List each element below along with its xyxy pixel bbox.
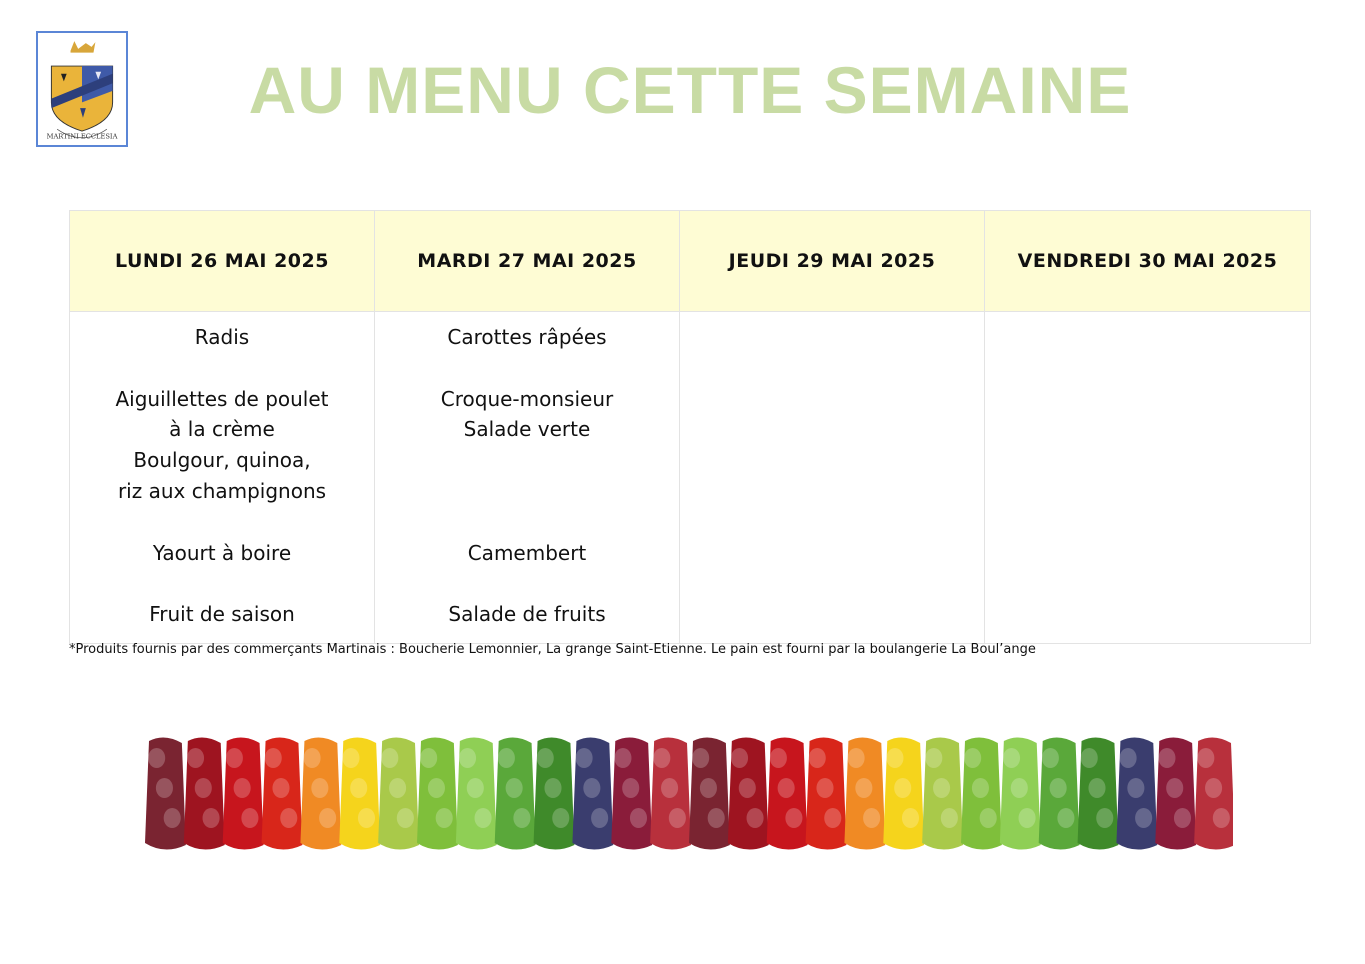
day-header: JEUDI 29 MAI 2025 — [680, 211, 985, 312]
main-dish: Croque-monsieur — [440, 386, 614, 411]
day-header-row — [70, 211, 1311, 312]
starter: Radis — [194, 325, 250, 349]
day-header: LUNDI 26 MAI 2025 — [70, 211, 375, 312]
main-dish: Aiguillettes de poulet — [115, 386, 329, 411]
day-cell-lundi — [70, 312, 375, 644]
starter: Carottes râpées — [447, 325, 607, 349]
page-title: AU MENU CETTE SEMAINE — [248, 53, 1132, 127]
day-cell-vendredi — [985, 312, 1311, 644]
dairy: Yaourt à boire — [152, 540, 292, 565]
day-header: VENDREDI 30 MAI 2025 — [985, 211, 1311, 312]
weekly-menu-table — [69, 210, 1311, 644]
side-dish: Boulgour, quinoa, — [133, 448, 311, 473]
side-dish: Salade verte — [463, 417, 591, 442]
dairy: Camembert — [467, 540, 587, 565]
day-cell-mardi — [375, 312, 680, 644]
side-dish: riz aux champignons — [117, 478, 327, 503]
school-logo — [36, 31, 128, 147]
dishes-row — [70, 312, 1311, 644]
day-header: MARDI 27 MAI 2025 — [375, 211, 680, 312]
main-dish: à la crème — [169, 417, 275, 442]
supplier-footnote: *Produits fournis par des commerçants Martinais : Boucherie Lemonnier, La grange Saint-Etienne. Le pain est fourni par la boulangerie La Boul’ange — [69, 642, 1036, 657]
coat-of-arms-icon — [38, 33, 126, 145]
svg-text:MARTINI ECCLESIA: MARTINI ECCLESIA — [46, 132, 118, 141]
fruit-vegetable-strip-icon — [145, 733, 1233, 853]
dessert: Fruit de saison — [149, 602, 295, 627]
dessert: Salade de fruits — [448, 602, 606, 627]
day-cell-jeudi — [680, 312, 985, 644]
